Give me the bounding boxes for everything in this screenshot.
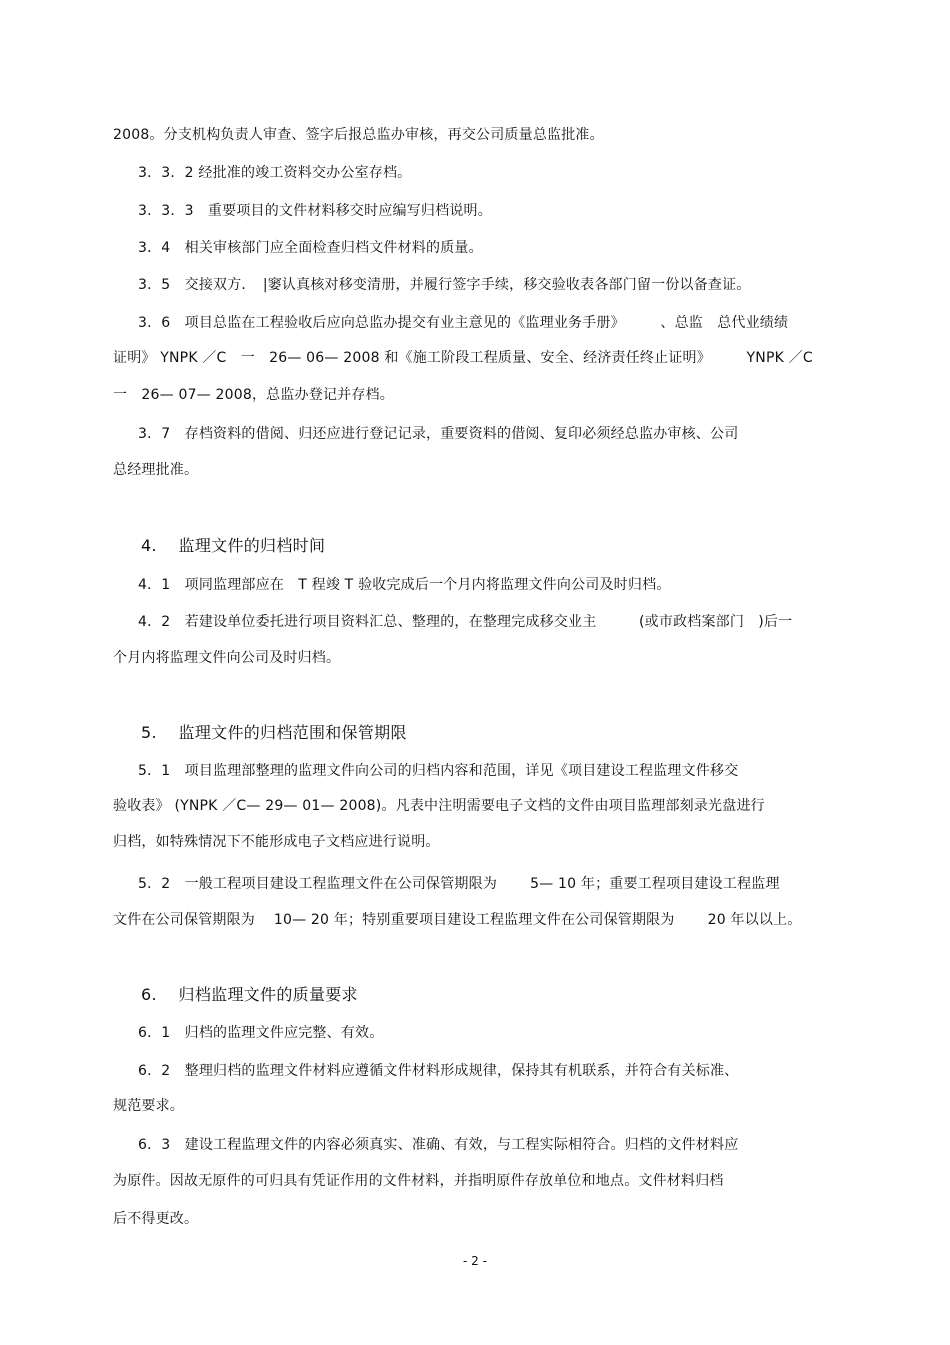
paragraph-line: 一 26— 07— 2008，总监办登记并存档。 [113,387,394,403]
paragraph-line: 总经理批准。 [113,462,199,478]
paragraph-line: 3．3．2 经批准的竣工资料交办公室存档。 [138,165,412,181]
paragraph-line: 5．2 一般工程项目建设工程监理文件在公司保管期限为 5— 10 年；重要工程项目建设工程监理 [138,876,780,892]
paragraph-line: 3．3．3 重要项目的文件材料移交时应编写归档说明。 [138,203,492,219]
paragraph-line: 文件在公司保管期限为 10— 20 年；特别重要项目建设工程监理文件在公司保管期限为 20 年以以上。 [113,912,802,928]
paragraph-line: 验收表》 (YNPK ／C— 29— 01— 2008)。凡表中注明需要电子文档的文件由项目监理部刻录光盘进行 [113,798,765,814]
section-heading: 5. 监理文件的归档范围和保管期限 [141,723,407,742]
paragraph-line: 3．6 项目总监在工程验收后应向总监办提交有业主意见的《监理业务手册》 、总监 总代业绩绩 [138,315,789,331]
paragraph-line: 6．1 归档的监理文件应完整、有效。 [138,1025,384,1041]
paragraph-line: 为原件。因故无原件的可归具有凭证作用的文件材料，并指明原件存放单位和地点。文件材料归档 [113,1173,724,1189]
paragraph-line: 2008。分支机构负责人审查、签字后报总监办审核，再交公司质量总监批准。 [113,127,604,143]
page-number: - 2 - [463,1254,487,1268]
paragraph-line: 4．1 项同监理部应在 T 程竣 T 验收完成后一个月内将监理文件向公司及时归档。 [138,577,671,593]
paragraph-line: 3．4 相关审核部门应全面检查归档文件材料的质量。 [138,240,483,256]
paragraph-line: 个月内将监理文件向公司及时归档。 [113,650,341,666]
paragraph-line: 后不得更改。 [113,1211,199,1227]
section-heading: 4. 监理文件的归档时间 [141,536,326,555]
paragraph-line: 5．1 项目监理部整理的监理文件向公司的归档内容和范围，详见《项目建设工程监理文件移交 [138,763,739,779]
paragraph-line: 4．2 若建设单位委托进行项目资料汇总、整理的，在整理完成移交业主 (或市政档案部门 )后一 [138,614,793,630]
paragraph-line: 归档，如特殊情况下不能形成电子文档应进行说明。 [113,834,440,850]
paragraph-line: 规范要求。 [113,1098,184,1114]
paragraph-line: 6．3 建设工程监理文件的内容必须真实、准确、有效，与工程实际相符合。归档的文件材料应 [138,1137,739,1153]
paragraph-line: 6．2 整理归档的监理文件材料应遵循文件材料形成规律，保持其有机联系，并符合有关标准、 [138,1063,739,1079]
paragraph-line: 3．5 交接双方． |窭认真核对移变清册，并履行签字手续，移交验收表各部门留一份以备查证。 [138,277,751,293]
section-heading: 6. 归档监理文件的质量要求 [141,985,358,1004]
paragraph-line: 3．7 存档资料的借阅、归还应进行登记记录，重要资料的借阅、复印必须经总监办审核、公司 [138,426,739,442]
paragraph-line: 证明》 YNPK ／C 一 26— 06— 2008 和《施工阶段工程质量、安全、经济责任终止证明》 YNPK ／C [113,350,813,366]
